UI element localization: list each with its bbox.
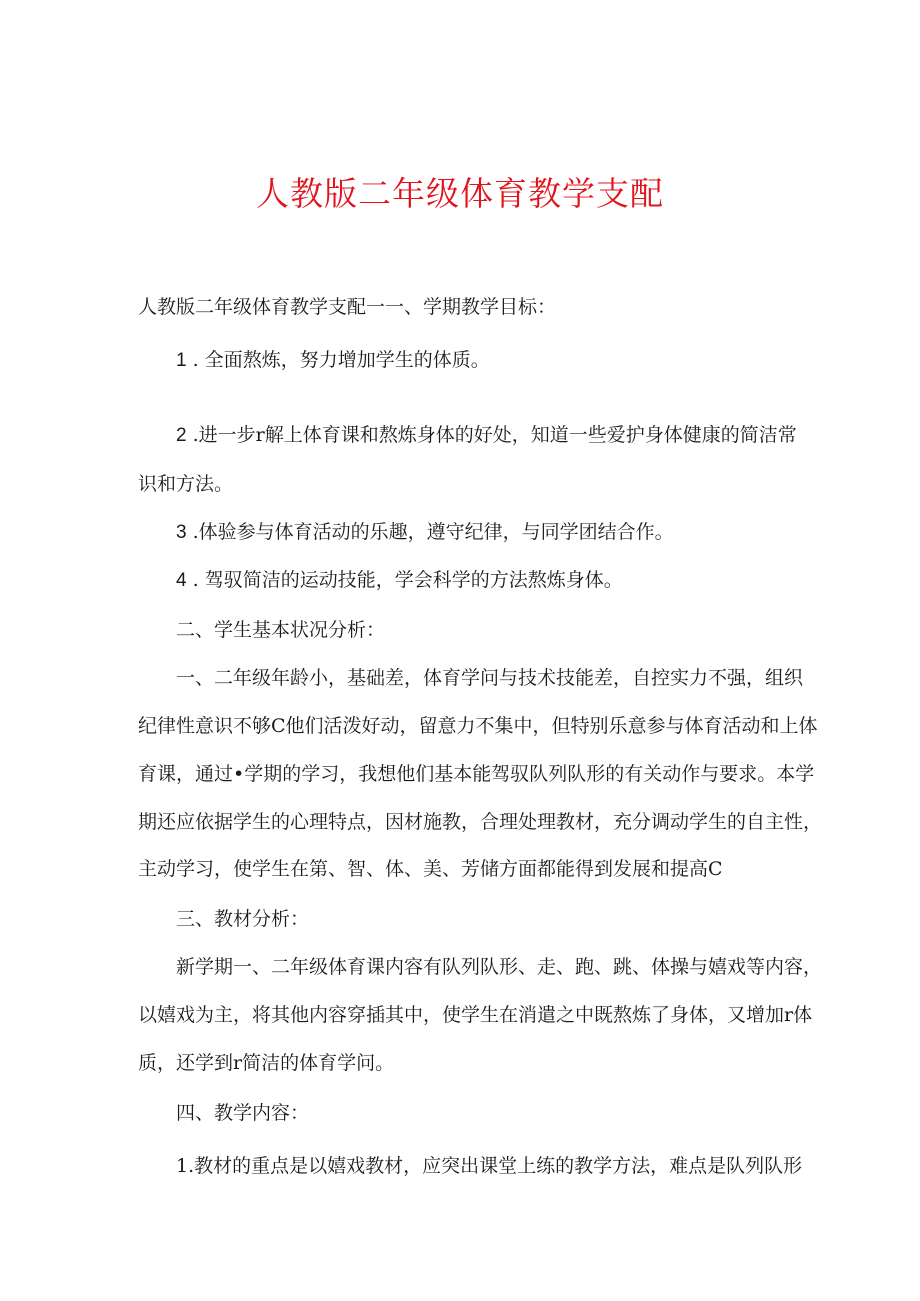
goal-number: 1 [176, 350, 187, 371]
goal-text: . 驾驭简洁的运动技能，学会科学的方法熬炼身体。 [186, 569, 623, 591]
goal-number: 4 [176, 570, 187, 591]
goal-text: . 全面熬炼，努力增加学生的体质。 [186, 349, 490, 371]
section-3-line: 以嬉戏为主，将其他内容穿插其中，使学生在消遣之中既熬炼了身体，又增加r体 [138, 1004, 813, 1026]
goal-item-2-continued: 识和方法。 [138, 473, 234, 495]
section-4-heading: 四、教学内容： [176, 1102, 310, 1124]
goal-item-2 [176, 421, 797, 450]
intro-line: 人教版二年级体育教学支配一一、学期教学目标： [138, 296, 557, 318]
section-2-line: 育课，通过•学期的学习，我想他们基本能驾驭队列队形的有关动作与要求。本学 [138, 763, 815, 785]
goal-text: .体验参与体育活动的乐趣，遵守纪律，与同学团结合作。 [186, 521, 674, 543]
section-3-line: 新学期一、二年级体育课内容有队列队形、走、跑、跳、体操与嬉戏等内容， [176, 956, 823, 978]
section-2-line: 期还应依据学生的心理特点，因材施教，合理处理教材，充分调动学生的自主性， [138, 811, 823, 833]
goal-item-4 [176, 566, 623, 595]
section-3-heading: 三、教材分析： [176, 908, 310, 930]
goal-item-3 [176, 518, 674, 547]
document-title: 人教版二年级体育教学支配 [256, 174, 664, 213]
section-2-line: 主动学习，使学生在第、智、体、美、芳储方面都能得到发展和提高C [138, 858, 723, 880]
section-3-line: 质，还学到r简洁的体育学问。 [138, 1052, 395, 1074]
goal-text: .进一步r解上体育课和熬炼身体的好处，知道一些爱护身体健康的简洁常 [186, 424, 797, 446]
goal-item-1 [176, 346, 490, 375]
section-2-line: 纪律性意识不够C他们活泼好动，留意力不集中，但特别乐意参与体育活动和上体 [138, 715, 818, 737]
section-2-line: 一、二年级年龄小，基础差，体育学问与技术技能差，自控实力不强，组织 [176, 667, 804, 689]
section-2-heading: 二、学生基本状况分析： [176, 619, 386, 641]
goal-number: 3 [176, 522, 187, 543]
section-4-line: 1.教材的重点是以嬉戏教材，应突出课堂上练的教学方法，难点是队列队形 [176, 1155, 803, 1177]
goal-number: 2 [176, 425, 187, 446]
